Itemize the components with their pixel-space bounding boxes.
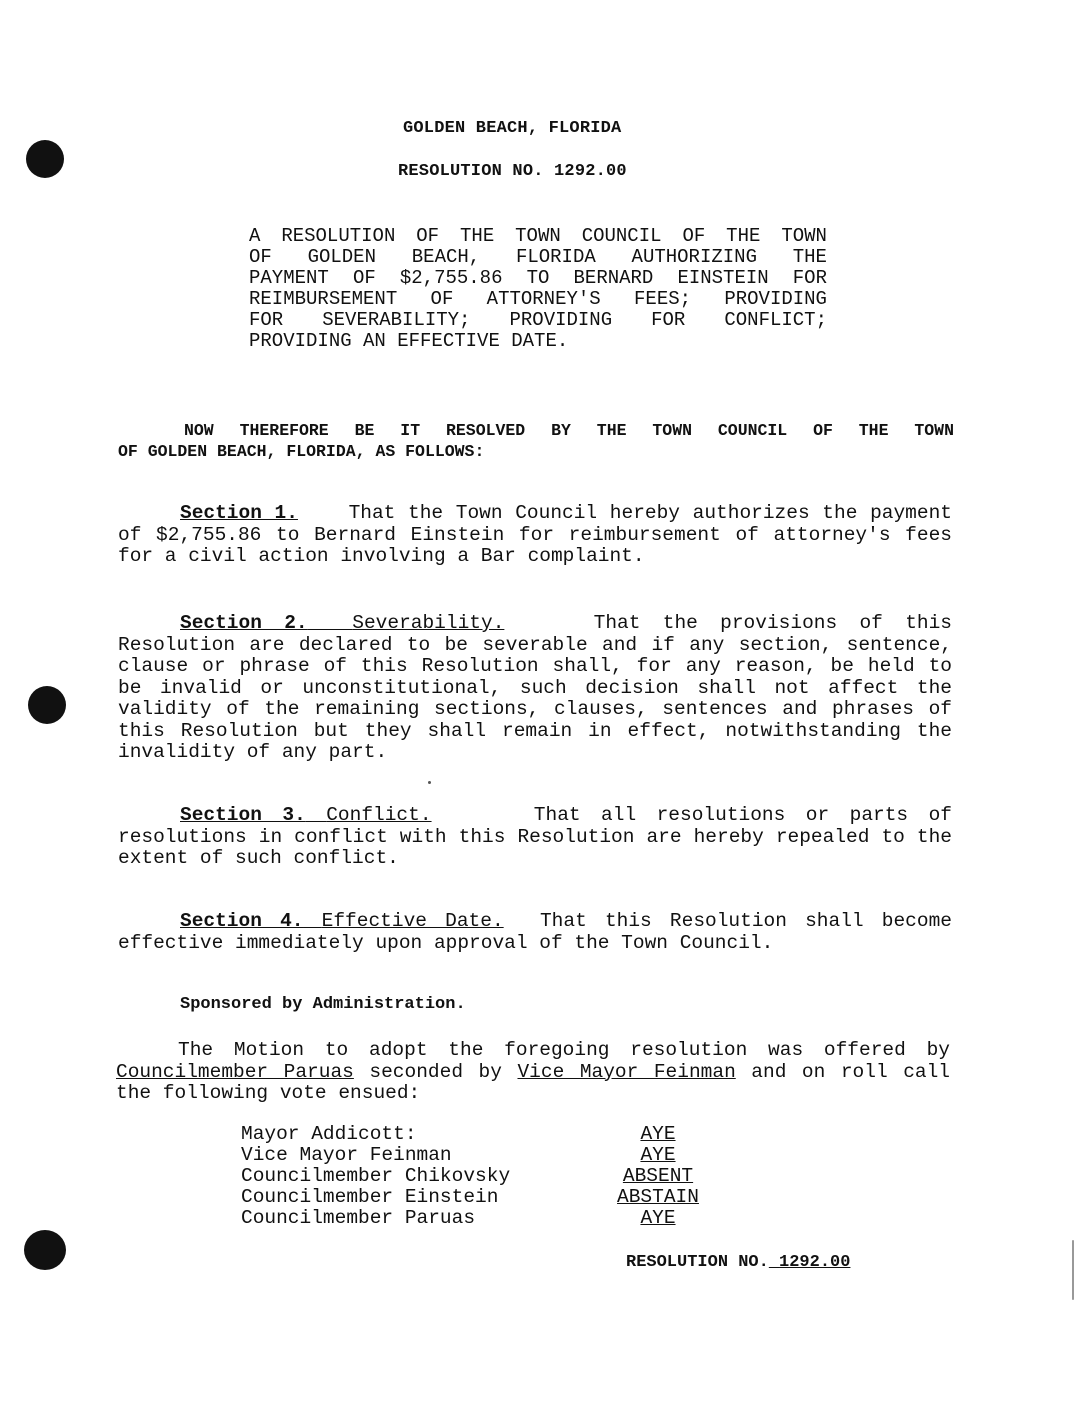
motion-seconded-text: seconded by [369,1060,502,1083]
motion-paragraph [116,1040,950,1105]
section-3-text: That all resolutions or parts of resolutions in conflict with this Resolution are hereby repealed to the extent of such conflict. [118,804,952,869]
section-2-heading: Section 2. [180,612,308,634]
punch-hole-bottom [24,1230,66,1270]
section-4-heading: Section 4. [180,910,304,932]
section-3-heading: Section 3. [180,804,306,826]
section-4-subheading: Effective Date. [321,910,504,932]
abstract-word: PROVIDING [509,309,613,331]
motion-offered-by: Councilmember Paruas [116,1060,354,1083]
abstract-word: REIMBURSEMENT [249,288,398,310]
vote-value: AYE [640,1123,676,1145]
abstract-word: FOR [249,309,284,331]
motion-seconded-by: Vice Mayor Feinman [517,1060,736,1083]
vote-row [241,1208,703,1229]
resolved-clause [118,420,954,462]
abstract-word: FEES; [634,288,692,310]
section-1-heading: Section 1. [180,502,298,524]
vote-value: AYE [640,1144,676,1166]
section-3-subheading: Conflict. [326,804,432,826]
abstract-word: PROVIDING AN EFFECTIVE DATE. [249,330,569,352]
vote-value: AYE [640,1207,676,1229]
abstract-word: THE [726,225,761,247]
abstract-word: FLORIDA [515,246,596,268]
vote-member-name: Councilmember Chikovsky [241,1165,511,1187]
abstract-word: OF [352,267,376,289]
section-2-subheading: Severability. [352,612,505,634]
abstract-word: FOR [792,267,827,289]
abstract-word: EINSTEIN [677,267,769,289]
abstract-word: AUTHORIZING [631,246,757,268]
abstract-word: OF [430,288,454,310]
abstract-word: TOWN [515,225,561,247]
footer-label: RESOLUTION NO. [626,1253,769,1272]
resolved-line-2: OF GOLDEN BEACH, FLORIDA, AS FOLLOWS: [118,442,485,461]
vote-member-name: Vice Mayor Feinman [241,1144,452,1166]
abstract-word: GOLDEN [307,246,376,268]
resolved-line-1: NOW THEREFORE BE IT RESOLVED BY THE TOWN COUNCIL OF THE TOWN [184,421,954,440]
abstract-word: BEACH, [411,246,481,268]
footer-resolution-number [626,1253,889,1272]
abstract-word: A [249,225,261,247]
vote-member-name: Mayor Addicott: [241,1123,417,1145]
vote-value: ABSENT [622,1165,694,1187]
section-2 [118,613,952,764]
abstract-word: OF [249,246,272,268]
abstract-word: PROVIDING [724,288,827,310]
vote-member-name: Councilmember Paruas [241,1207,476,1229]
abstract-word: TO [526,267,550,289]
abstract-line [249,226,827,247]
motion-intro: The Motion to adopt the foregoing resolution was offered by [178,1039,950,1061]
section-1 [118,503,952,568]
scan-speck [428,781,431,784]
abstract-line [249,289,827,310]
abstract-word: PAYMENT [249,267,329,289]
vote-row [241,1187,703,1208]
abstract-word: OF [416,225,440,247]
abstract-word: THE [460,225,495,247]
section-4-text: That this Resolution shall become effective immediately upon approval of the Town Council. [118,910,952,954]
section-2-text: That the provisions of this Resolution are declared to be severable and if any section, sentence, clause or phrase of this Resolution shall, for any reason, be held to be invalid or unconstitutional, such decision shall not affect the validity of the remaining sections, clauses, sentences and phrases of this Resolution but they shall remain in effect, notwithstanding the invalidity of any part. [118,612,953,763]
section-1-text: That the Town Council hereby authorizes the payment of $2,755.86 to Bernard Einstein for reimbursement of attorney's fees for a civil action involving a Bar complaint. [118,502,952,567]
abstract-word: TOWN [781,225,827,247]
abstract-word: THE [792,246,827,268]
resolution-title: RESOLUTION NO. 1292.00 [398,162,627,181]
abstract-word: $2,755.86 [399,267,503,289]
abstract-word: RESOLUTION [281,225,396,247]
vote-row [241,1145,703,1166]
punch-hole-top [26,140,64,178]
abstract-word: ATTORNEY'S [486,288,601,310]
motion-outro: and on roll call the following vote ensued: [116,1060,950,1104]
abstract-word: OF [682,225,706,247]
abstract-line [249,331,827,352]
vote-member-name: Councilmember Einstein [241,1186,499,1208]
abstract-line [249,268,827,289]
abstract-line [249,310,827,331]
punch-hole-middle [28,686,66,724]
section-4 [118,911,952,954]
resolution-abstract [249,226,827,352]
abstract-word: FOR [651,309,686,331]
abstract-word: SEVERABILITY; [322,309,471,331]
municipality-heading: GOLDEN BEACH, FLORIDA [403,119,622,138]
vote-row [241,1124,703,1145]
abstract-word: CONFLICT; [724,309,827,331]
section-3 [118,805,952,870]
abstract-word: BERNARD [573,267,654,289]
vote-value: ABSTAIN [617,1186,699,1208]
vote-row [241,1166,703,1187]
vote-table [241,1124,703,1229]
footer-number: 1292.00 [779,1253,851,1272]
sponsor-line: Sponsored by Administration. [180,995,466,1014]
scan-edge-mark [1072,1240,1074,1300]
abstract-word: COUNCIL [581,225,662,247]
abstract-line [249,247,827,268]
